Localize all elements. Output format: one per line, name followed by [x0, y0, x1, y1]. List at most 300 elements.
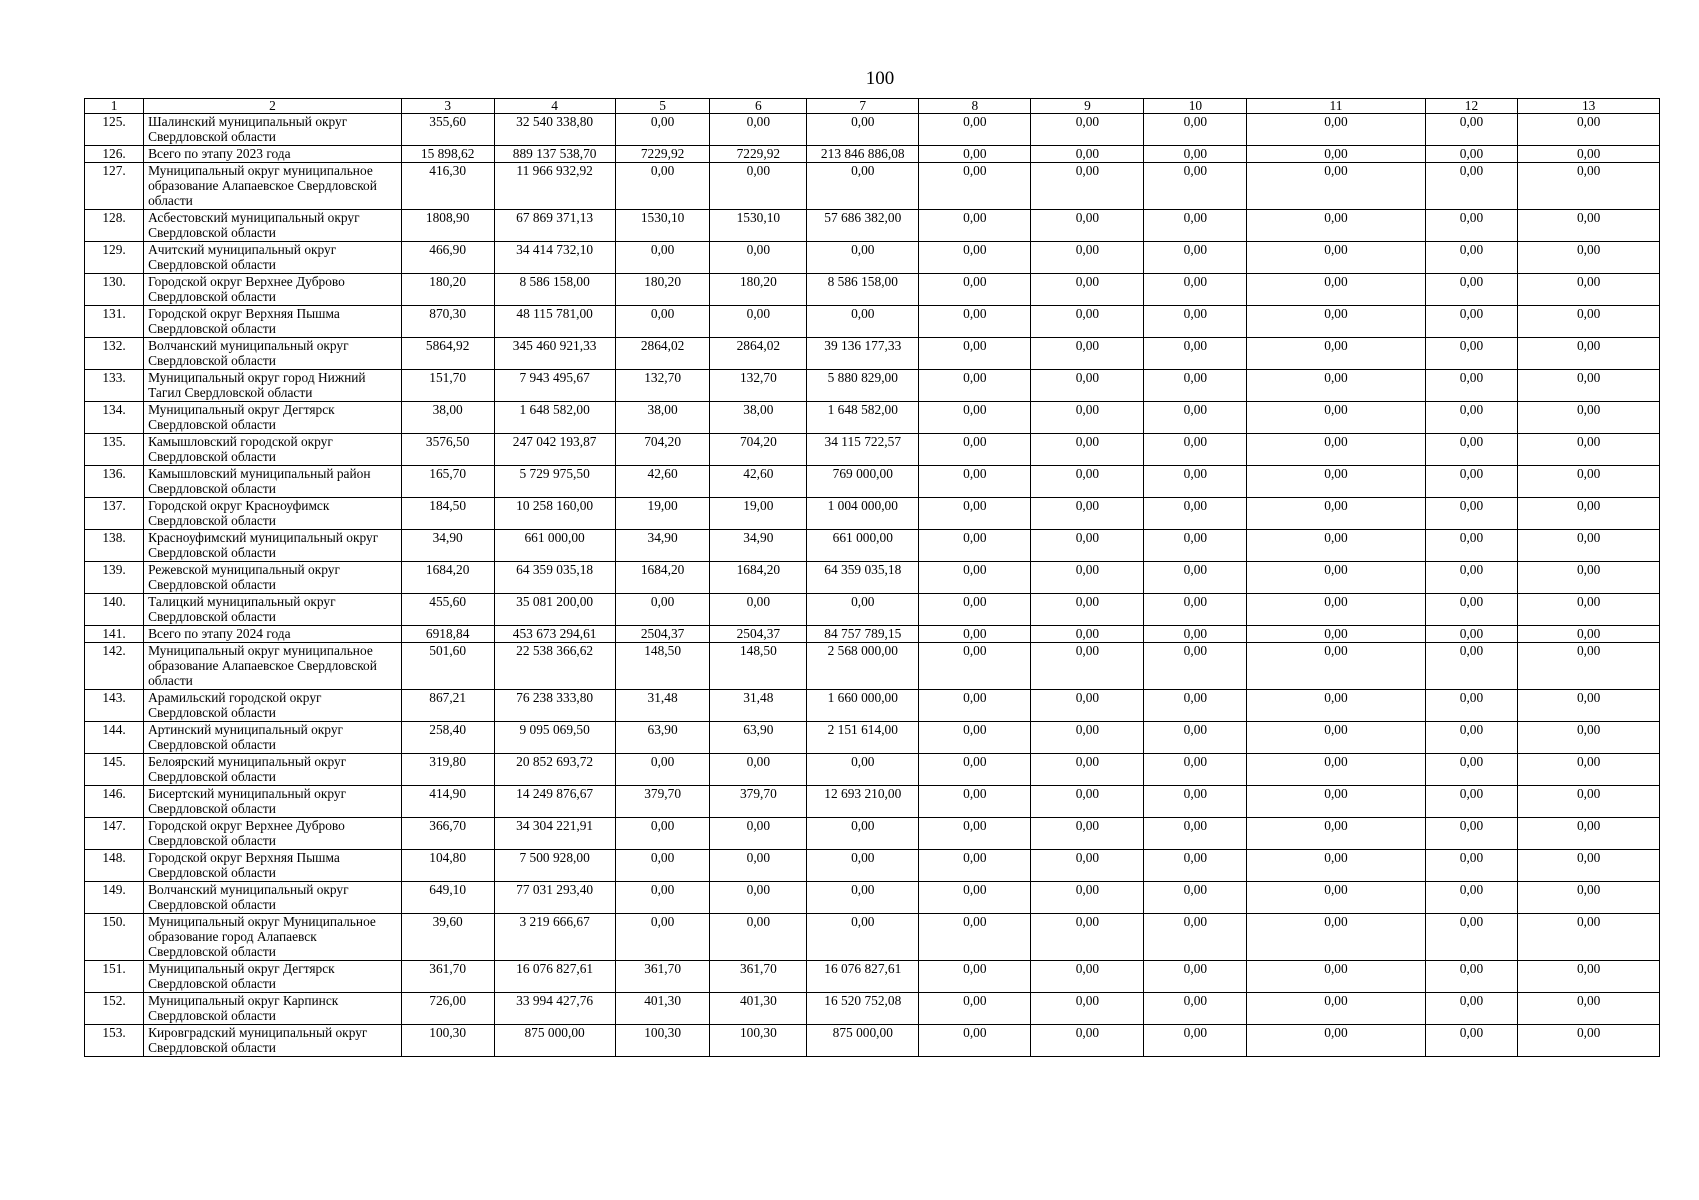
- value-cell: 0,00: [1425, 1025, 1518, 1057]
- value-cell: 7229,92: [710, 146, 807, 163]
- value-cell: 32 540 338,80: [494, 114, 615, 146]
- table-row: [85, 242, 1660, 274]
- value-cell: 0,00: [1247, 1025, 1425, 1057]
- row-number: 145.: [85, 754, 144, 786]
- value-cell: 0,00: [1144, 242, 1247, 274]
- value-cell: 0,00: [1518, 370, 1660, 402]
- column-header: 5: [615, 99, 710, 114]
- value-cell: 151,70: [401, 370, 494, 402]
- value-cell: 0,00: [919, 626, 1031, 643]
- value-cell: 0,00: [919, 338, 1031, 370]
- value-cell: 0,00: [1247, 306, 1425, 338]
- value-cell: 769 000,00: [807, 466, 919, 498]
- value-cell: 0,00: [1247, 274, 1425, 306]
- municipality-name: Всего по этапу 2024 года: [144, 626, 402, 643]
- value-cell: 0,00: [807, 242, 919, 274]
- value-cell: 361,70: [615, 961, 710, 993]
- value-cell: 0,00: [1247, 754, 1425, 786]
- municipality-name: Волчанский муниципальный округ Свердловской области: [144, 882, 402, 914]
- value-cell: 35 081 200,00: [494, 594, 615, 626]
- value-cell: 0,00: [919, 210, 1031, 242]
- value-cell: 5 880 829,00: [807, 370, 919, 402]
- table-row: [85, 690, 1660, 722]
- municipality-name: Городской округ Верхнее Дуброво Свердловской области: [144, 818, 402, 850]
- municipality-name: Муниципальный округ Дегтярск Свердловской области: [144, 961, 402, 993]
- row-number: 135.: [85, 434, 144, 466]
- value-cell: 0,00: [710, 818, 807, 850]
- value-cell: 0,00: [1518, 1025, 1660, 1057]
- value-cell: 0,00: [1425, 306, 1518, 338]
- value-cell: 0,00: [919, 146, 1031, 163]
- value-cell: 0,00: [1425, 498, 1518, 530]
- value-cell: 2864,02: [710, 338, 807, 370]
- value-cell: 0,00: [919, 114, 1031, 146]
- municipality-name: Муниципальный округ Карпинск Свердловской области: [144, 993, 402, 1025]
- value-cell: 84 757 789,15: [807, 626, 919, 643]
- value-cell: 0,00: [1247, 402, 1425, 434]
- municipality-name: Арамильский городской округ Свердловской области: [144, 690, 402, 722]
- value-cell: 0,00: [710, 242, 807, 274]
- value-cell: 132,70: [615, 370, 710, 402]
- column-header: 6: [710, 99, 807, 114]
- value-cell: 1684,20: [615, 562, 710, 594]
- table-row: [85, 434, 1660, 466]
- value-cell: 0,00: [1031, 338, 1144, 370]
- value-cell: 875 000,00: [494, 1025, 615, 1057]
- table-row: [85, 146, 1660, 163]
- value-cell: 0,00: [1144, 274, 1247, 306]
- value-cell: 0,00: [1144, 210, 1247, 242]
- value-cell: 0,00: [1518, 402, 1660, 434]
- value-cell: 345 460 921,33: [494, 338, 615, 370]
- municipality-name: Асбестовский муниципальный округ Свердловской области: [144, 210, 402, 242]
- value-cell: 0,00: [919, 786, 1031, 818]
- value-cell: 0,00: [919, 242, 1031, 274]
- value-cell: 1684,20: [401, 562, 494, 594]
- table-row: [85, 466, 1660, 498]
- value-cell: 414,90: [401, 786, 494, 818]
- value-cell: 0,00: [919, 993, 1031, 1025]
- value-cell: 15 898,62: [401, 146, 494, 163]
- value-cell: 2504,37: [710, 626, 807, 643]
- value-cell: 34,90: [401, 530, 494, 562]
- value-cell: 0,00: [1518, 530, 1660, 562]
- value-cell: 0,00: [710, 163, 807, 210]
- value-cell: 104,80: [401, 850, 494, 882]
- value-cell: 0,00: [1144, 1025, 1247, 1057]
- value-cell: 0,00: [1144, 498, 1247, 530]
- value-cell: 0,00: [1518, 818, 1660, 850]
- value-cell: 455,60: [401, 594, 494, 626]
- value-cell: 0,00: [1247, 338, 1425, 370]
- municipality-name: Городской округ Красноуфимск Свердловской области: [144, 498, 402, 530]
- value-cell: 0,00: [615, 306, 710, 338]
- value-cell: 0,00: [1247, 786, 1425, 818]
- value-cell: 0,00: [1518, 754, 1660, 786]
- value-cell: 0,00: [1031, 434, 1144, 466]
- value-cell: 0,00: [1031, 850, 1144, 882]
- value-cell: 870,30: [401, 306, 494, 338]
- value-cell: 1 660 000,00: [807, 690, 919, 722]
- value-cell: 379,70: [615, 786, 710, 818]
- value-cell: 649,10: [401, 882, 494, 914]
- value-cell: 0,00: [1031, 466, 1144, 498]
- value-cell: 0,00: [1425, 722, 1518, 754]
- value-cell: 0,00: [1425, 434, 1518, 466]
- table-row: [85, 882, 1660, 914]
- value-cell: 0,00: [1247, 242, 1425, 274]
- table-row: [85, 402, 1660, 434]
- value-cell: 704,20: [710, 434, 807, 466]
- value-cell: 1 648 582,00: [494, 402, 615, 434]
- municipality-name: Ачитский муниципальный округ Свердловской области: [144, 242, 402, 274]
- value-cell: 0,00: [1144, 306, 1247, 338]
- value-cell: 34 414 732,10: [494, 242, 615, 274]
- value-cell: 0,00: [1144, 786, 1247, 818]
- value-cell: 0,00: [1031, 146, 1144, 163]
- value-cell: 0,00: [807, 306, 919, 338]
- value-cell: 0,00: [807, 914, 919, 961]
- value-cell: 20 852 693,72: [494, 754, 615, 786]
- value-cell: 42,60: [615, 466, 710, 498]
- table-row: [85, 498, 1660, 530]
- table-row: [85, 338, 1660, 370]
- value-cell: 0,00: [615, 882, 710, 914]
- row-number: 129.: [85, 242, 144, 274]
- value-cell: 0,00: [615, 594, 710, 626]
- value-cell: 0,00: [710, 882, 807, 914]
- value-cell: 0,00: [1144, 402, 1247, 434]
- value-cell: 0,00: [1031, 370, 1144, 402]
- data-table: [84, 98, 1660, 1057]
- value-cell: 0,00: [1144, 754, 1247, 786]
- value-cell: 0,00: [1144, 114, 1247, 146]
- value-cell: 0,00: [1518, 146, 1660, 163]
- value-cell: 416,30: [401, 163, 494, 210]
- value-cell: 0,00: [1144, 961, 1247, 993]
- value-cell: 0,00: [615, 163, 710, 210]
- value-cell: 0,00: [1518, 850, 1660, 882]
- table-row: [85, 914, 1660, 961]
- value-cell: 1530,10: [615, 210, 710, 242]
- value-cell: 180,20: [401, 274, 494, 306]
- value-cell: 0,00: [1518, 498, 1660, 530]
- page-number: 100: [865, 68, 895, 89]
- value-cell: 0,00: [1144, 690, 1247, 722]
- column-header: 4: [494, 99, 615, 114]
- municipality-name: Артинский муниципальный округ Свердловской области: [144, 722, 402, 754]
- value-cell: 0,00: [919, 722, 1031, 754]
- value-cell: 0,00: [807, 594, 919, 626]
- table-row: [85, 370, 1660, 402]
- table-row: [85, 1025, 1660, 1057]
- value-cell: 0,00: [1144, 882, 1247, 914]
- value-cell: 247 042 193,87: [494, 434, 615, 466]
- value-cell: 0,00: [1144, 914, 1247, 961]
- value-cell: 0,00: [710, 914, 807, 961]
- row-number: 148.: [85, 850, 144, 882]
- value-cell: 0,00: [919, 274, 1031, 306]
- value-cell: 0,00: [1518, 114, 1660, 146]
- value-cell: 3576,50: [401, 434, 494, 466]
- column-header: 11: [1247, 99, 1425, 114]
- value-cell: 0,00: [807, 163, 919, 210]
- value-cell: 33 994 427,76: [494, 993, 615, 1025]
- value-cell: 0,00: [710, 306, 807, 338]
- municipality-name: Шалинский муниципальный округ Свердловской области: [144, 114, 402, 146]
- municipality-name: Муниципальный округ Муниципальное образование город Алапаевск Свердловской области: [144, 914, 402, 961]
- value-cell: 0,00: [919, 530, 1031, 562]
- value-cell: 361,70: [710, 961, 807, 993]
- value-cell: 0,00: [1247, 914, 1425, 961]
- value-cell: 0,00: [1425, 562, 1518, 594]
- value-cell: 0,00: [1144, 163, 1247, 210]
- column-header: 13: [1518, 99, 1660, 114]
- value-cell: 8 586 158,00: [494, 274, 615, 306]
- value-cell: 16 520 752,08: [807, 993, 919, 1025]
- value-cell: 0,00: [1031, 722, 1144, 754]
- value-cell: 0,00: [1031, 882, 1144, 914]
- municipality-name: Талицкий муниципальный округ Свердловской области: [144, 594, 402, 626]
- value-cell: 19,00: [615, 498, 710, 530]
- value-cell: 501,60: [401, 643, 494, 690]
- value-cell: 100,30: [710, 1025, 807, 1057]
- value-cell: 0,00: [1518, 961, 1660, 993]
- value-cell: 64 359 035,18: [494, 562, 615, 594]
- value-cell: 0,00: [919, 1025, 1031, 1057]
- table-row: [85, 530, 1660, 562]
- value-cell: 0,00: [1247, 643, 1425, 690]
- row-number: 134.: [85, 402, 144, 434]
- value-cell: 38,00: [710, 402, 807, 434]
- value-cell: 38,00: [615, 402, 710, 434]
- value-cell: 0,00: [1518, 274, 1660, 306]
- value-cell: 0,00: [1518, 466, 1660, 498]
- column-header: 9: [1031, 99, 1144, 114]
- value-cell: 0,00: [615, 242, 710, 274]
- value-cell: 661 000,00: [494, 530, 615, 562]
- table-row: [85, 626, 1660, 643]
- value-cell: 0,00: [1031, 562, 1144, 594]
- table-body: [85, 99, 1660, 1057]
- value-cell: 0,00: [1031, 914, 1144, 961]
- value-cell: 34,90: [710, 530, 807, 562]
- value-cell: 0,00: [1031, 163, 1144, 210]
- value-cell: 0,00: [1518, 914, 1660, 961]
- value-cell: 1 648 582,00: [807, 402, 919, 434]
- value-cell: 180,20: [710, 274, 807, 306]
- value-cell: 11 966 932,92: [494, 163, 615, 210]
- value-cell: 34,90: [615, 530, 710, 562]
- value-cell: 0,00: [1425, 914, 1518, 961]
- value-cell: 0,00: [1425, 242, 1518, 274]
- value-cell: 77 031 293,40: [494, 882, 615, 914]
- value-cell: 0,00: [807, 818, 919, 850]
- value-cell: 0,00: [1518, 434, 1660, 466]
- value-cell: 0,00: [1031, 643, 1144, 690]
- municipality-name: Кировградский муниципальный округ Свердловской области: [144, 1025, 402, 1057]
- value-cell: 0,00: [1425, 626, 1518, 643]
- value-cell: 5864,92: [401, 338, 494, 370]
- value-cell: 0,00: [710, 594, 807, 626]
- municipality-name: Режевской муниципальный округ Свердловской области: [144, 562, 402, 594]
- value-cell: 100,30: [615, 1025, 710, 1057]
- value-cell: 0,00: [1144, 370, 1247, 402]
- value-cell: 0,00: [1425, 594, 1518, 626]
- value-cell: 0,00: [919, 163, 1031, 210]
- value-cell: 8 586 158,00: [807, 274, 919, 306]
- table-row: [85, 818, 1660, 850]
- value-cell: 0,00: [919, 466, 1031, 498]
- value-cell: 0,00: [1425, 818, 1518, 850]
- value-cell: 0,00: [1425, 146, 1518, 163]
- row-number: 131.: [85, 306, 144, 338]
- value-cell: 0,00: [1247, 882, 1425, 914]
- municipality-name: Муниципальный округ Дегтярск Свердловской области: [144, 402, 402, 434]
- value-cell: 7229,92: [615, 146, 710, 163]
- table-row: [85, 210, 1660, 242]
- value-cell: 0,00: [1518, 338, 1660, 370]
- value-cell: 0,00: [1518, 690, 1660, 722]
- value-cell: 39 136 177,33: [807, 338, 919, 370]
- value-cell: 0,00: [1031, 498, 1144, 530]
- value-cell: 0,00: [919, 818, 1031, 850]
- row-number: 140.: [85, 594, 144, 626]
- row-number: 132.: [85, 338, 144, 370]
- column-header: 8: [919, 99, 1031, 114]
- value-cell: 34 304 221,91: [494, 818, 615, 850]
- municipality-name: Муниципальный округ муниципальное образование Алапаевское Свердловской области: [144, 163, 402, 210]
- row-number: 150.: [85, 914, 144, 961]
- row-number: 143.: [85, 690, 144, 722]
- row-number: 138.: [85, 530, 144, 562]
- value-cell: 0,00: [1247, 210, 1425, 242]
- value-cell: 319,80: [401, 754, 494, 786]
- value-cell: 661 000,00: [807, 530, 919, 562]
- value-cell: 22 538 366,62: [494, 643, 615, 690]
- value-cell: 1530,10: [710, 210, 807, 242]
- value-cell: 0,00: [1031, 690, 1144, 722]
- value-cell: 57 686 382,00: [807, 210, 919, 242]
- value-cell: 0,00: [1425, 402, 1518, 434]
- value-cell: 0,00: [807, 882, 919, 914]
- value-cell: 0,00: [1031, 1025, 1144, 1057]
- value-cell: 0,00: [615, 114, 710, 146]
- value-cell: 42,60: [710, 466, 807, 498]
- row-number: 151.: [85, 961, 144, 993]
- value-cell: 0,00: [1144, 643, 1247, 690]
- value-cell: 0,00: [1247, 114, 1425, 146]
- value-cell: 2 568 000,00: [807, 643, 919, 690]
- value-cell: 9 095 069,50: [494, 722, 615, 754]
- value-cell: 0,00: [1144, 146, 1247, 163]
- value-cell: 0,00: [1425, 993, 1518, 1025]
- value-cell: 0,00: [1425, 754, 1518, 786]
- value-cell: 401,30: [615, 993, 710, 1025]
- value-cell: 0,00: [1425, 338, 1518, 370]
- value-cell: 0,00: [1144, 722, 1247, 754]
- value-cell: 1808,90: [401, 210, 494, 242]
- value-cell: 7 943 495,67: [494, 370, 615, 402]
- value-cell: 63,90: [710, 722, 807, 754]
- table-row: [85, 163, 1660, 210]
- value-cell: 0,00: [1518, 626, 1660, 643]
- value-cell: 0,00: [1247, 722, 1425, 754]
- municipality-name: Муниципальный округ муниципальное образование Алапаевское Свердловской области: [144, 643, 402, 690]
- row-number: 125.: [85, 114, 144, 146]
- value-cell: 0,00: [1031, 530, 1144, 562]
- value-cell: 0,00: [1144, 434, 1247, 466]
- value-cell: 0,00: [1247, 818, 1425, 850]
- value-cell: 0,00: [1518, 306, 1660, 338]
- value-cell: 0,00: [1247, 498, 1425, 530]
- value-cell: 100,30: [401, 1025, 494, 1057]
- row-number: 153.: [85, 1025, 144, 1057]
- value-cell: 0,00: [1425, 882, 1518, 914]
- value-cell: 379,70: [710, 786, 807, 818]
- value-cell: 0,00: [1144, 338, 1247, 370]
- row-number: 146.: [85, 786, 144, 818]
- value-cell: 48 115 781,00: [494, 306, 615, 338]
- value-cell: 0,00: [1031, 242, 1144, 274]
- value-cell: 875 000,00: [807, 1025, 919, 1057]
- value-cell: 355,60: [401, 114, 494, 146]
- value-cell: 0,00: [919, 370, 1031, 402]
- value-cell: 0,00: [1031, 754, 1144, 786]
- municipality-name: Камышловский городской округ Свердловской области: [144, 434, 402, 466]
- value-cell: 10 258 160,00: [494, 498, 615, 530]
- municipality-name: Городской округ Верхнее Дуброво Свердловской области: [144, 274, 402, 306]
- municipality-name: Красноуфимский муниципальный округ Свердловской области: [144, 530, 402, 562]
- value-cell: 366,70: [401, 818, 494, 850]
- value-cell: 401,30: [710, 993, 807, 1025]
- row-number: 133.: [85, 370, 144, 402]
- value-cell: 0,00: [1425, 370, 1518, 402]
- value-cell: 34 115 722,57: [807, 434, 919, 466]
- value-cell: 0,00: [615, 914, 710, 961]
- value-cell: 0,00: [1518, 643, 1660, 690]
- value-cell: 0,00: [1144, 530, 1247, 562]
- value-cell: 0,00: [1247, 163, 1425, 210]
- value-cell: 0,00: [919, 690, 1031, 722]
- value-cell: 889 137 538,70: [494, 146, 615, 163]
- value-cell: 132,70: [710, 370, 807, 402]
- value-cell: 19,00: [710, 498, 807, 530]
- value-cell: 0,00: [1031, 114, 1144, 146]
- value-cell: 0,00: [1425, 530, 1518, 562]
- value-cell: 63,90: [615, 722, 710, 754]
- value-cell: 2 151 614,00: [807, 722, 919, 754]
- value-cell: 0,00: [710, 850, 807, 882]
- value-cell: 0,00: [1425, 274, 1518, 306]
- value-cell: 0,00: [1144, 850, 1247, 882]
- value-cell: 148,50: [710, 643, 807, 690]
- row-number: 127.: [85, 163, 144, 210]
- table-row: [85, 643, 1660, 690]
- value-cell: 0,00: [919, 562, 1031, 594]
- municipality-name: Белоярский муниципальный округ Свердловской области: [144, 754, 402, 786]
- value-cell: 453 673 294,61: [494, 626, 615, 643]
- value-cell: 0,00: [1031, 594, 1144, 626]
- value-cell: 0,00: [1518, 993, 1660, 1025]
- municipality-name: Всего по этапу 2023 года: [144, 146, 402, 163]
- value-cell: 12 693 210,00: [807, 786, 919, 818]
- value-cell: 0,00: [1144, 626, 1247, 643]
- value-cell: 0,00: [1518, 210, 1660, 242]
- column-header: 3: [401, 99, 494, 114]
- value-cell: 0,00: [1144, 466, 1247, 498]
- value-cell: 16 076 827,61: [807, 961, 919, 993]
